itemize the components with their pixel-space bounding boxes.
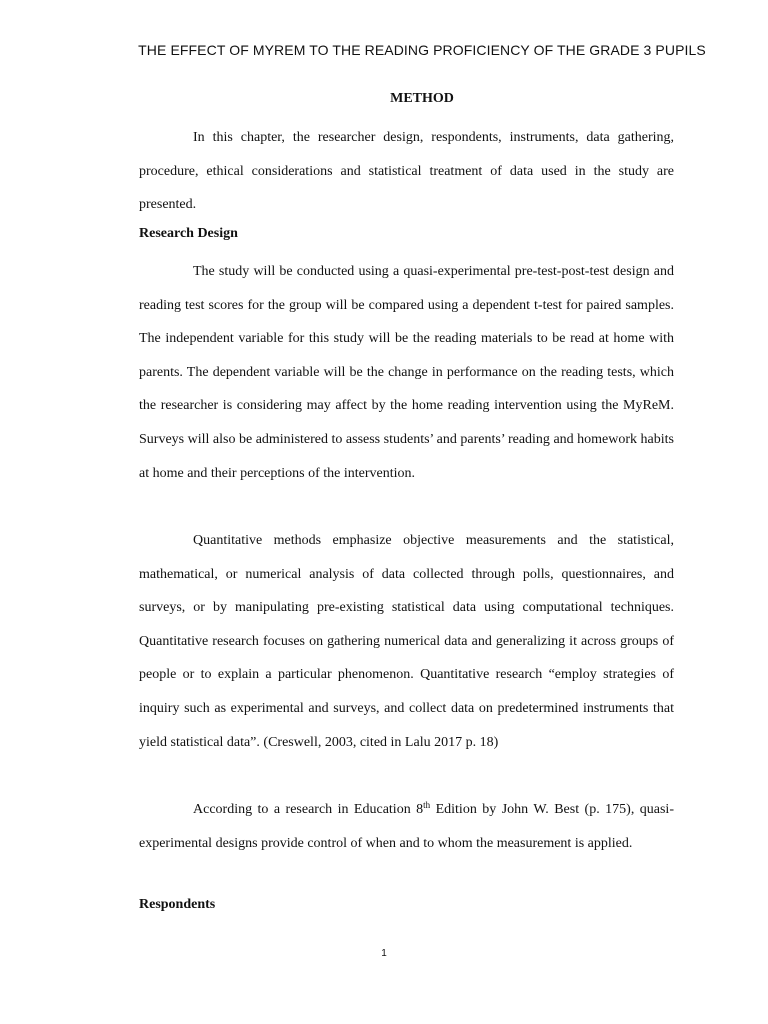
research-design-paragraph-3 xyxy=(139,793,674,860)
respondents-heading: Respondents xyxy=(139,897,216,912)
paragraph-3-text-end: Edition by John W. Best (p. 175), quasi-experimental designs provide control of when and to whom the measurement is applied. xyxy=(139,802,674,851)
paragraph-3-text-start: According to a research in Education 8 xyxy=(193,802,424,817)
page-number: 1 xyxy=(381,948,387,959)
research-design-heading: Research Design xyxy=(139,226,238,241)
paragraph-3-superscript: th xyxy=(423,800,431,810)
intro-paragraph: In this chapter, the researcher design, respondents, instruments, data gathering, procedure, ethical considerations and statistical treatment of data used in the study are presented. xyxy=(139,130,674,213)
method-heading: METHOD xyxy=(390,91,454,106)
document-title: THE EFFECT OF MYREM TO THE READING PROFICIENCY OF THE GRADE 3 PUPILS xyxy=(138,42,706,58)
research-design-paragraph-2: Quantitative methods emphasize objective measurements and the statistical, mathematical, or numerical analysis of data collected through polls, questionnaires, and surveys, or by manipulating pre-existing statistical data using computational techniques. Quantitative research focuses on gathering numerical data and generalizing it across groups of people or to explain a particular phenomenon. Quantitative research “employ strategies of inquiry such as experimental and surveys, and collect data on predetermined instruments that yield statistical data”. (Creswell, 2003, cited in Lalu 2017 p. 18) xyxy=(139,533,674,750)
research-design-paragraph-1: The study will be conducted using a quasi-experimental pre-test-post-test design and reading test scores for the group will be compared using a dependent t-test for paired samples. The independent variable for this study will be the reading materials to be read at home with parents. The dependent variable will be the change in performance on the reading tests, which the researcher is considering may affect by the home reading intervention using the MyReM. Surveys will also be administered to assess students’ and parents’ reading and homework habits at home and their perceptions of the intervention. xyxy=(139,264,674,481)
